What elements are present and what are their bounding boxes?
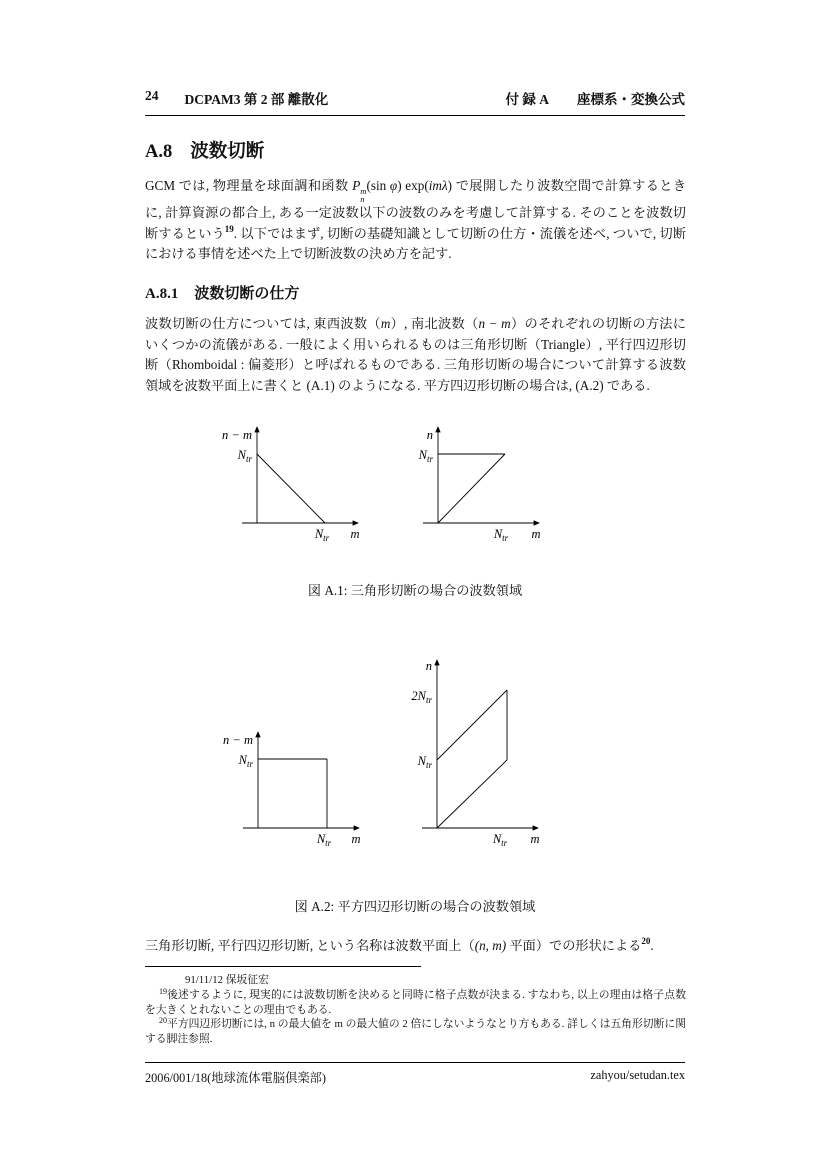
y-axis-label: n − m	[222, 428, 252, 442]
footnote-19-text: 後述するように, 現実的には波数切断を決めると同時に格子点数が決まる. すなわち, 以上の理由は格子点数を大きくとれないことの理由でもある.	[145, 989, 686, 1016]
triangle-hypotenuse	[257, 454, 325, 523]
x-tick-label: $N_{tr}$	[492, 832, 508, 848]
x-tick-label: $N_{tr}$	[314, 527, 330, 543]
page-header	[145, 88, 685, 116]
var-n-m-plane: (n, m)	[474, 938, 507, 953]
rhomboidal-truncation-diagram-right	[392, 650, 542, 848]
header-right	[506, 88, 686, 108]
triangle-hypotenuse	[438, 454, 505, 523]
figure-a1	[145, 415, 685, 543]
intro-text: . 以下ではまず, 切断の基礎知識として切断の仕方・流儀を述べ, ついで, 切断における事情を述べた上で切断波数の決め方を記す.	[145, 225, 687, 262]
y-axis-label: n	[426, 428, 433, 442]
y-axis-label: n − m	[223, 733, 253, 747]
figure-a1-caption: 図 A.1: 三角形切断の場合の波数領域	[307, 583, 523, 598]
parallelogram-upper-edge	[437, 690, 507, 760]
footnote-20-mark: 20	[159, 1016, 167, 1025]
page-number: 24	[145, 88, 159, 103]
formula-iml: imλ	[428, 178, 448, 193]
footnote-rule	[145, 966, 421, 967]
subsection-title: 波数切断の仕方	[194, 286, 300, 302]
intro-text: で展開したり波数空間で計算するときに, 計算資源の都合上, ある一定波数以下の波数のみを考慮して計算する. そのことを波数切断するという	[145, 178, 687, 241]
y-tick-label: $N_{tr}$	[238, 753, 253, 769]
intro-paragraph	[145, 176, 686, 265]
section-title: 波数切断	[190, 142, 265, 162]
footer-publisher: 2006/001/18(地球流体電脳倶楽部)	[145, 1071, 327, 1085]
header-left	[145, 88, 328, 108]
formula-text: )	[447, 178, 453, 193]
x-axis-label: m	[530, 832, 540, 846]
rhomboidal-truncation-diagram-left	[213, 720, 363, 848]
x-axis-label: m	[351, 832, 361, 846]
y-tick-label: $N_{tr}$	[237, 448, 252, 464]
triangular-truncation-diagram-right	[393, 415, 543, 543]
x-axis-label: m	[350, 527, 360, 541]
y-axis-label: n	[425, 659, 432, 673]
intro-text: GCM では, 物理量を球面調和函数	[145, 178, 353, 193]
parallelogram-lower-edge	[437, 760, 507, 828]
footer-rule	[145, 1062, 685, 1063]
naming-text: 平面）での形状による	[506, 938, 642, 953]
formula-superscript: m	[360, 186, 367, 196]
section-number: A.8	[145, 142, 173, 162]
method-text: ）, 南北波数（	[390, 316, 479, 331]
footnote-continuation: 91/11/12 保坂征宏	[185, 974, 269, 986]
naming-paragraph	[145, 936, 686, 957]
figure-a2-caption: 図 A.2: 平方四辺形切断の場合の波数領域	[294, 899, 536, 914]
footnote-ref-20: 20	[641, 936, 651, 946]
header-appendix-title: 座標系・変換公式	[577, 92, 685, 107]
x-tick-label: $N_{tr}$	[316, 832, 332, 848]
naming-text: 三角形切断, 平行四辺形切断, という名称は波数平面上（	[145, 938, 475, 953]
method-text: ）のそれぞれの切断の方法にいくつかの流儀がある. 一般によく用いられるものは三角形切断（Triangle）, 平行四辺形切断（Rhomboidal : 偏菱形）と呼ばれるものである. 三角形切断の場合について計算する波数領域を波数平面上に書くと (A.1) のようになる. 平方四辺形切断の場合は, (A.2) である.	[145, 316, 686, 393]
var-n-minus-m: n − m	[478, 316, 511, 331]
footnote-ref-19: 19	[224, 223, 234, 234]
formula-subscript: n	[360, 194, 365, 204]
method-paragraph	[145, 314, 686, 396]
footnote-19	[145, 988, 686, 1017]
page-footer	[145, 1068, 685, 1086]
footnote-20	[145, 1017, 686, 1046]
section-heading	[145, 137, 685, 163]
footer-filename: zahyou/setudan.tex	[590, 1068, 685, 1082]
header-part-title: DCPAM3 第 2 部 離散化	[184, 92, 329, 107]
method-text: 波数切断の仕方については, 東西波数（	[145, 316, 381, 331]
x-tick-label: $N_{tr}$	[493, 527, 509, 543]
var-m: m	[380, 316, 391, 331]
naming-text: .	[650, 938, 654, 953]
y-tick2-label: $2N_{tr}$	[411, 689, 432, 705]
y-tick-label: $N_{tr}$	[418, 448, 433, 464]
footnote-19-mark: 19	[159, 987, 167, 996]
formula-phi: φ	[389, 178, 398, 193]
footnote-20-text: 平方四辺形切断には, n の最大値を m の最大値の 2 倍にしないようなとり方もある. 詳しくは五角形切断に関する脚注参照.	[145, 1018, 686, 1045]
triangular-truncation-diagram-left	[212, 415, 362, 543]
header-appendix-label: 付 録 A	[505, 92, 549, 107]
subsection-heading	[145, 282, 685, 303]
formula-text: (sin	[366, 178, 390, 193]
formula-text: ) exp(	[397, 178, 429, 193]
y-tick-label: $N_{tr}$	[417, 754, 432, 770]
subsection-number: A.8.1	[145, 286, 179, 302]
figure-a2	[145, 650, 685, 848]
x-axis-label: m	[531, 527, 541, 541]
formula-P: P	[352, 178, 361, 193]
